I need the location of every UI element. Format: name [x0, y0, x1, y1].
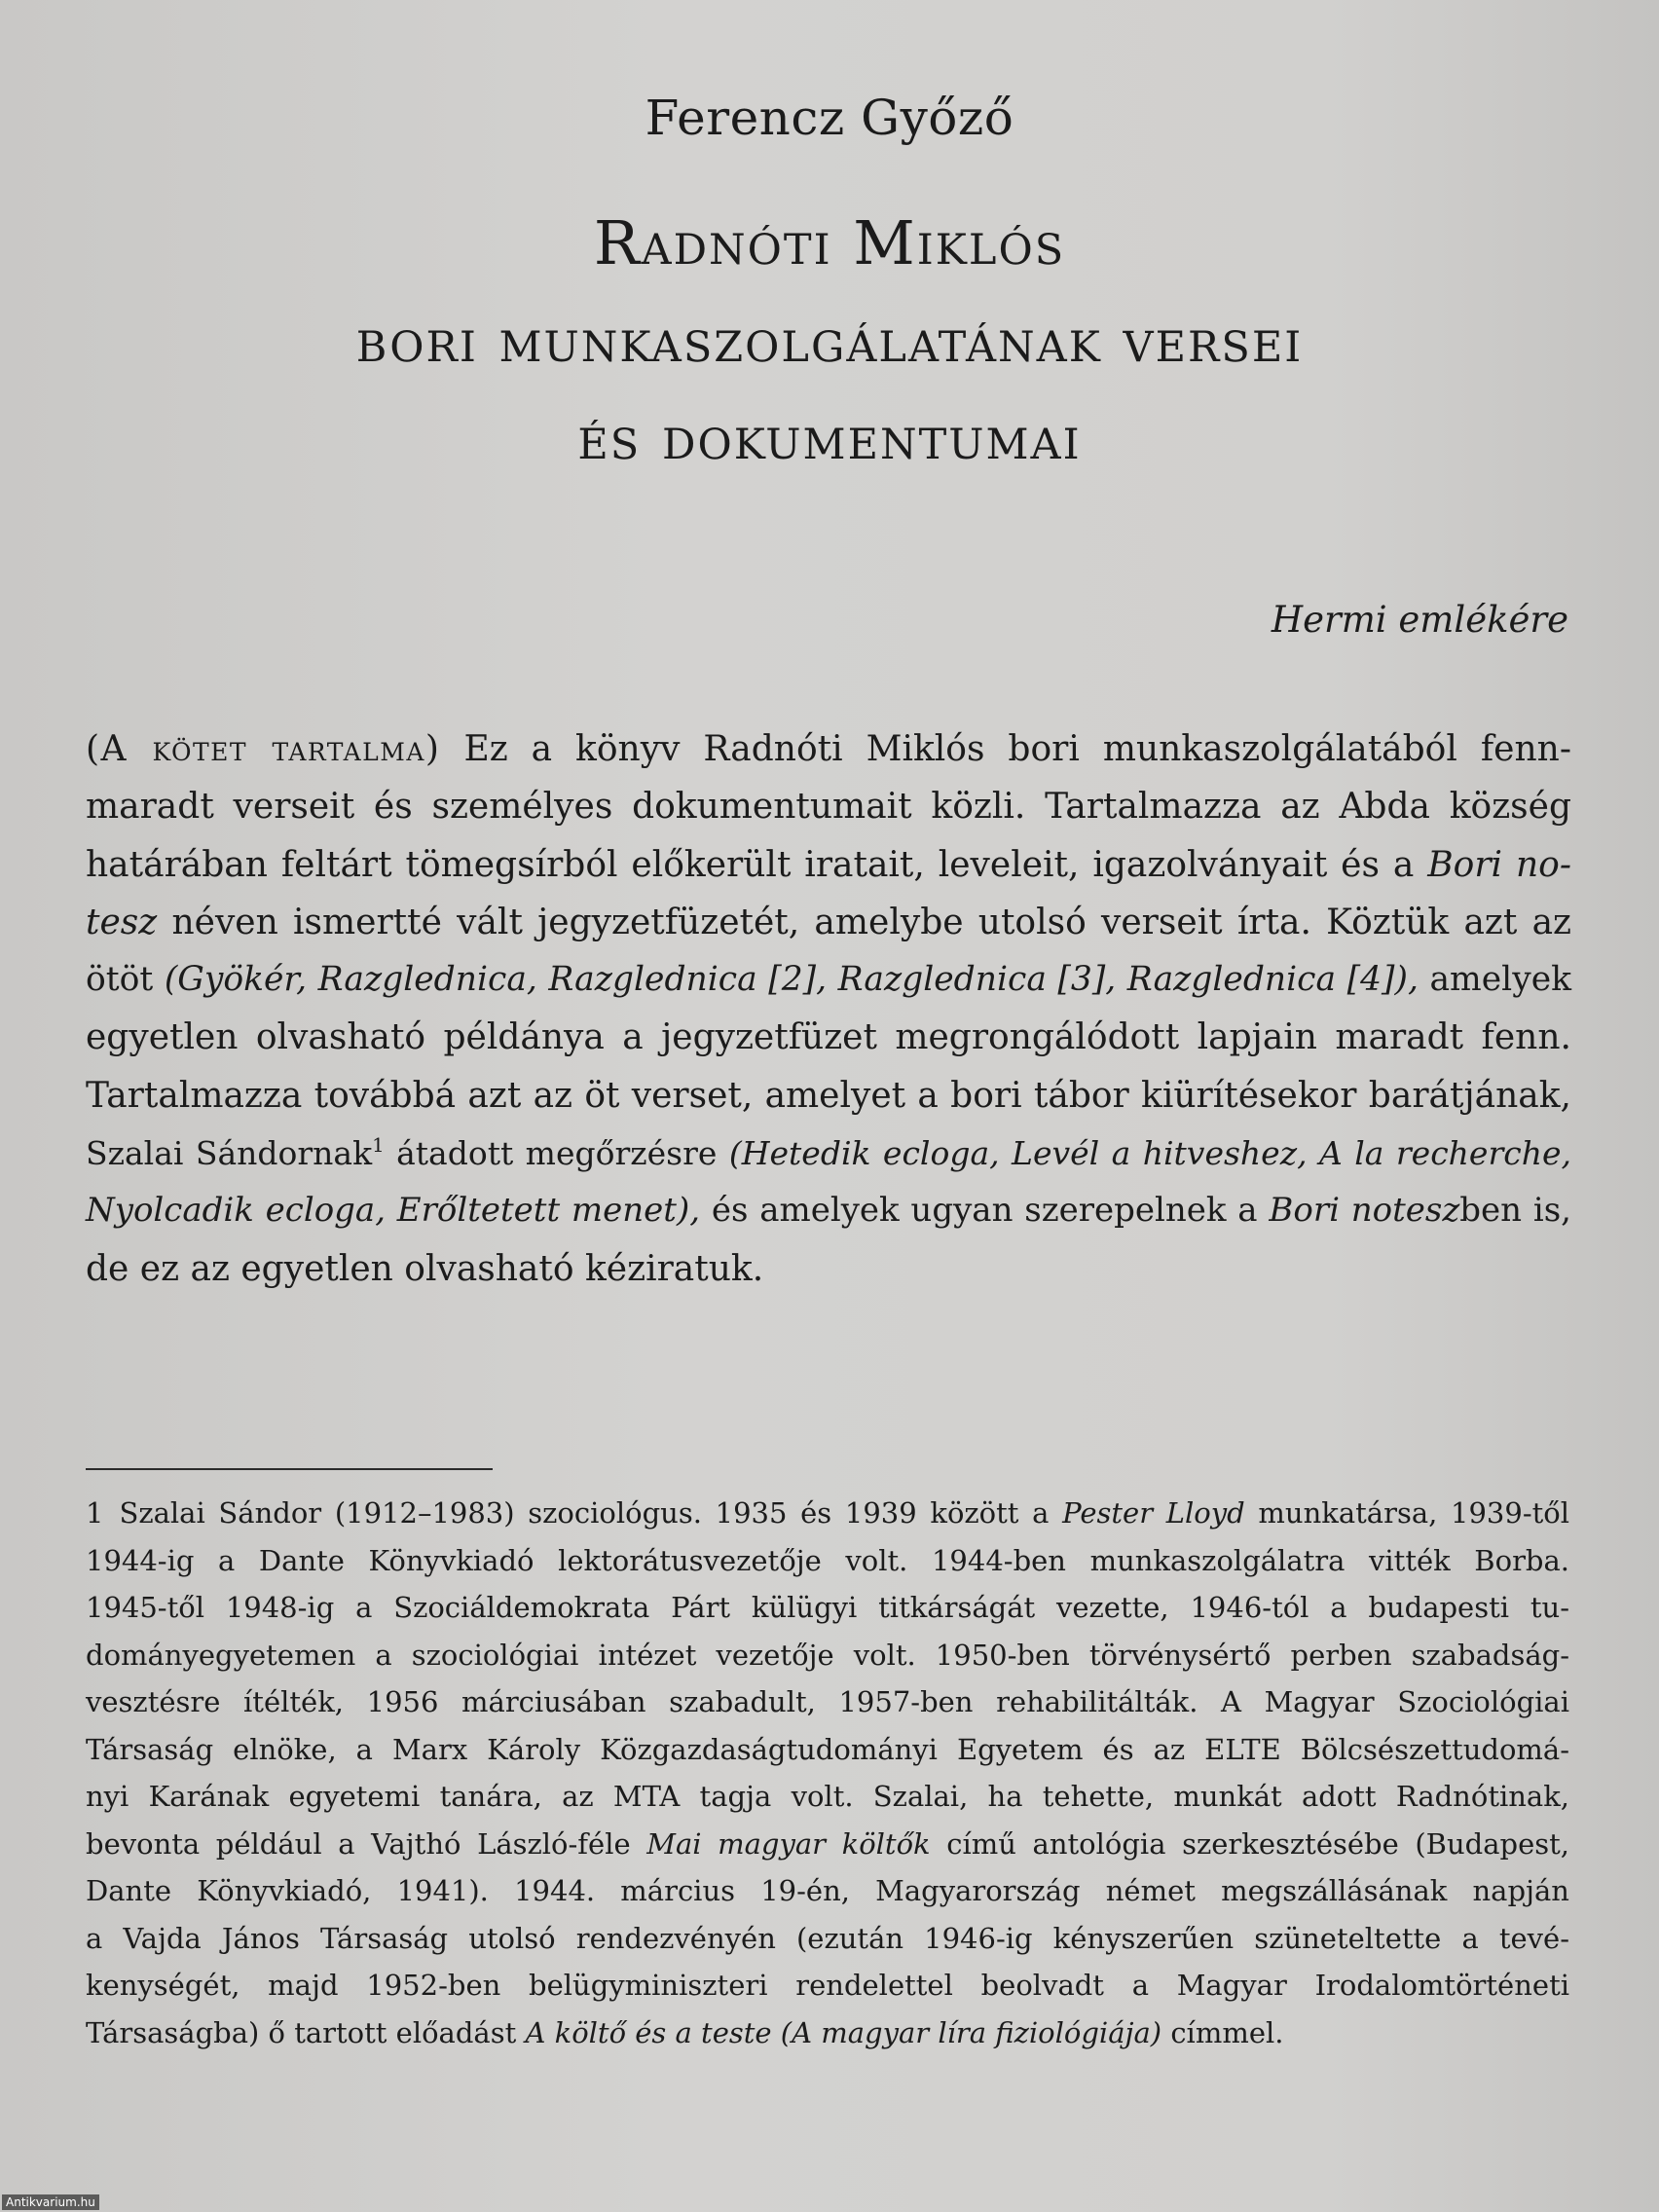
- lead-in: (A kötet tartalma): [86, 729, 441, 769]
- poem-titles-italic: (Hetedik ecloga, Levél a hitveshez, A la recherche,: [728, 1134, 1571, 1173]
- footnote-line: Társaságba) ő tartott előadást A költő és a teste (A magyar líra fiziológiája) címmel.: [86, 2015, 1284, 2049]
- journal-title-italic: Pester Lloyd: [1062, 1496, 1245, 1530]
- title-line: bori munkaszolgálatának versei: [355, 305, 1304, 376]
- poem-titles-italic: (Gyökér, Razglednica, Razglednica [2], Razglednica [3], Razglednica [4]),: [164, 960, 1419, 1000]
- book-title-italic: tesz: [86, 902, 158, 942]
- watermark: Antikvarium.hu: [2, 2194, 99, 2210]
- title-line: és dokumentumai: [577, 402, 1082, 473]
- footnote-line: nyi Karának egyetemi tanára, az MTA tagja volt. Szalai, ha tehette, munkát adott Radnótinak,: [86, 1780, 1569, 1813]
- text-line: maradt verseit és személyes dokumentumait közli. Tartalmazza az Abda község: [86, 787, 1571, 828]
- footnote-number: 1: [86, 1496, 104, 1530]
- text-line: egyetlen olvasható példánya a jegyzetfüzet megrongálódott lapjain maradt fenn.: [86, 1017, 1571, 1058]
- footnote-line: Társaság elnöke, a Marx Károly Közgazdaságtudományi Egyetem és az ELTE Bölcsészettudomá-: [86, 1732, 1569, 1766]
- poem-titles-italic: Nyolcadik ecloga, Erőltetett menet),: [86, 1191, 701, 1231]
- anthology-title-italic: Mai magyar költők: [646, 1826, 931, 1861]
- text-line: Szalai Sándornak$^1$ átadott megőrzésre (Hetedik ecloga, Levél a hitveshez, A la recherche,: [86, 1134, 1571, 1173]
- text-line: határában feltárt tömegsírból előkerült iratait, leveleit, igazolványait és a Bori no-: [86, 844, 1571, 885]
- text-line: tesz néven ismertté vált jegyzetfüzetét, amelybe utolsó verseit írta. Köztük azt az: [86, 902, 1572, 942]
- title-line: Radnóti Miklós: [593, 207, 1066, 278]
- text-line: de ez az egyetlen olvasható kéziratuk.: [86, 1248, 764, 1289]
- book-title-italic: Bori no-: [1427, 844, 1571, 885]
- chapter-title: [0, 195, 1659, 487]
- footnote-line: bevonta például a Vajthó László-féle Mai magyar költők című antológia szerkesztésébe (Budapest,: [86, 1826, 1569, 1861]
- footnote-line: Dante Könyvkiadó, 1941). 1944. március 19-én, Magyarország német megszállásának napján: [86, 1874, 1569, 1907]
- footnote-line: 1 Szalai Sándor (1912–1983) szociológus. 1935 és 1939 között a Pester Lloyd munkatársa, 1939-től: [86, 1496, 1570, 1530]
- footnote-ref: 1: [372, 1134, 385, 1158]
- text-line: (A kötet tartalma) Ez a könyv Radnóti Miklós bori munkaszolgálatából fenn-: [86, 729, 1571, 769]
- footnote-line: 1945-től 1948-ig a Szociáldemokrata Párt külügyi titkárságát vezette, 1946-tól a budapesti tu-: [86, 1591, 1569, 1624]
- text-line: ötöt (Gyökér, Razglednica, Razglednica [2], Razglednica [3], Razglednica [4]), amelyek: [86, 960, 1572, 1000]
- text-line: Tartalmazza továbbá azt az öt verset, amelyet a bori tábor kiürítésekor barátjának,: [86, 1075, 1571, 1116]
- footnote-line: dományegyetemen a szociológiai intézet vezetője volt. 1950-ben törvénysértő perben szabadság-: [86, 1638, 1569, 1672]
- lecture-title-italic: A költő és a teste (A magyar líra fiziológiája): [525, 2015, 1162, 2049]
- footnote-line: 1944-ig a Dante Könyvkiadó lektorátusvezetője volt. 1944-ben munkaszolgálatra vitték Borba.: [86, 1543, 1569, 1577]
- body-paragraph: [86, 720, 1571, 1298]
- book-title-italic: Bori notesz: [1269, 1191, 1460, 1231]
- author-name: Ferencz Győző: [645, 90, 1014, 146]
- dedication: Hermi emlékére: [1271, 599, 1568, 641]
- footnote-divider: [86, 1468, 493, 1470]
- footnote: [86, 1490, 1569, 2056]
- text-line: Nyolcadik ecloga, Erőltetett menet), és amelyek ugyan szerepelnek a Bori noteszben is,: [86, 1191, 1571, 1231]
- footnote-line: vesztésre ítélték, 1956 márciusában szabadult, 1957-ben rehabilitálták. A Magyar Szociológiai: [86, 1685, 1569, 1718]
- footnote-line: a Vajda János Társaság utolsó rendezvényén (ezután 1946-ig kényszerűen szüneteltette a tevé-: [86, 1921, 1569, 1955]
- footnote-line: kenységét, majd 1952-ben belügyminiszteri rendelettel beolvadt a Magyar Irodalomtörténeti: [86, 1969, 1569, 2002]
